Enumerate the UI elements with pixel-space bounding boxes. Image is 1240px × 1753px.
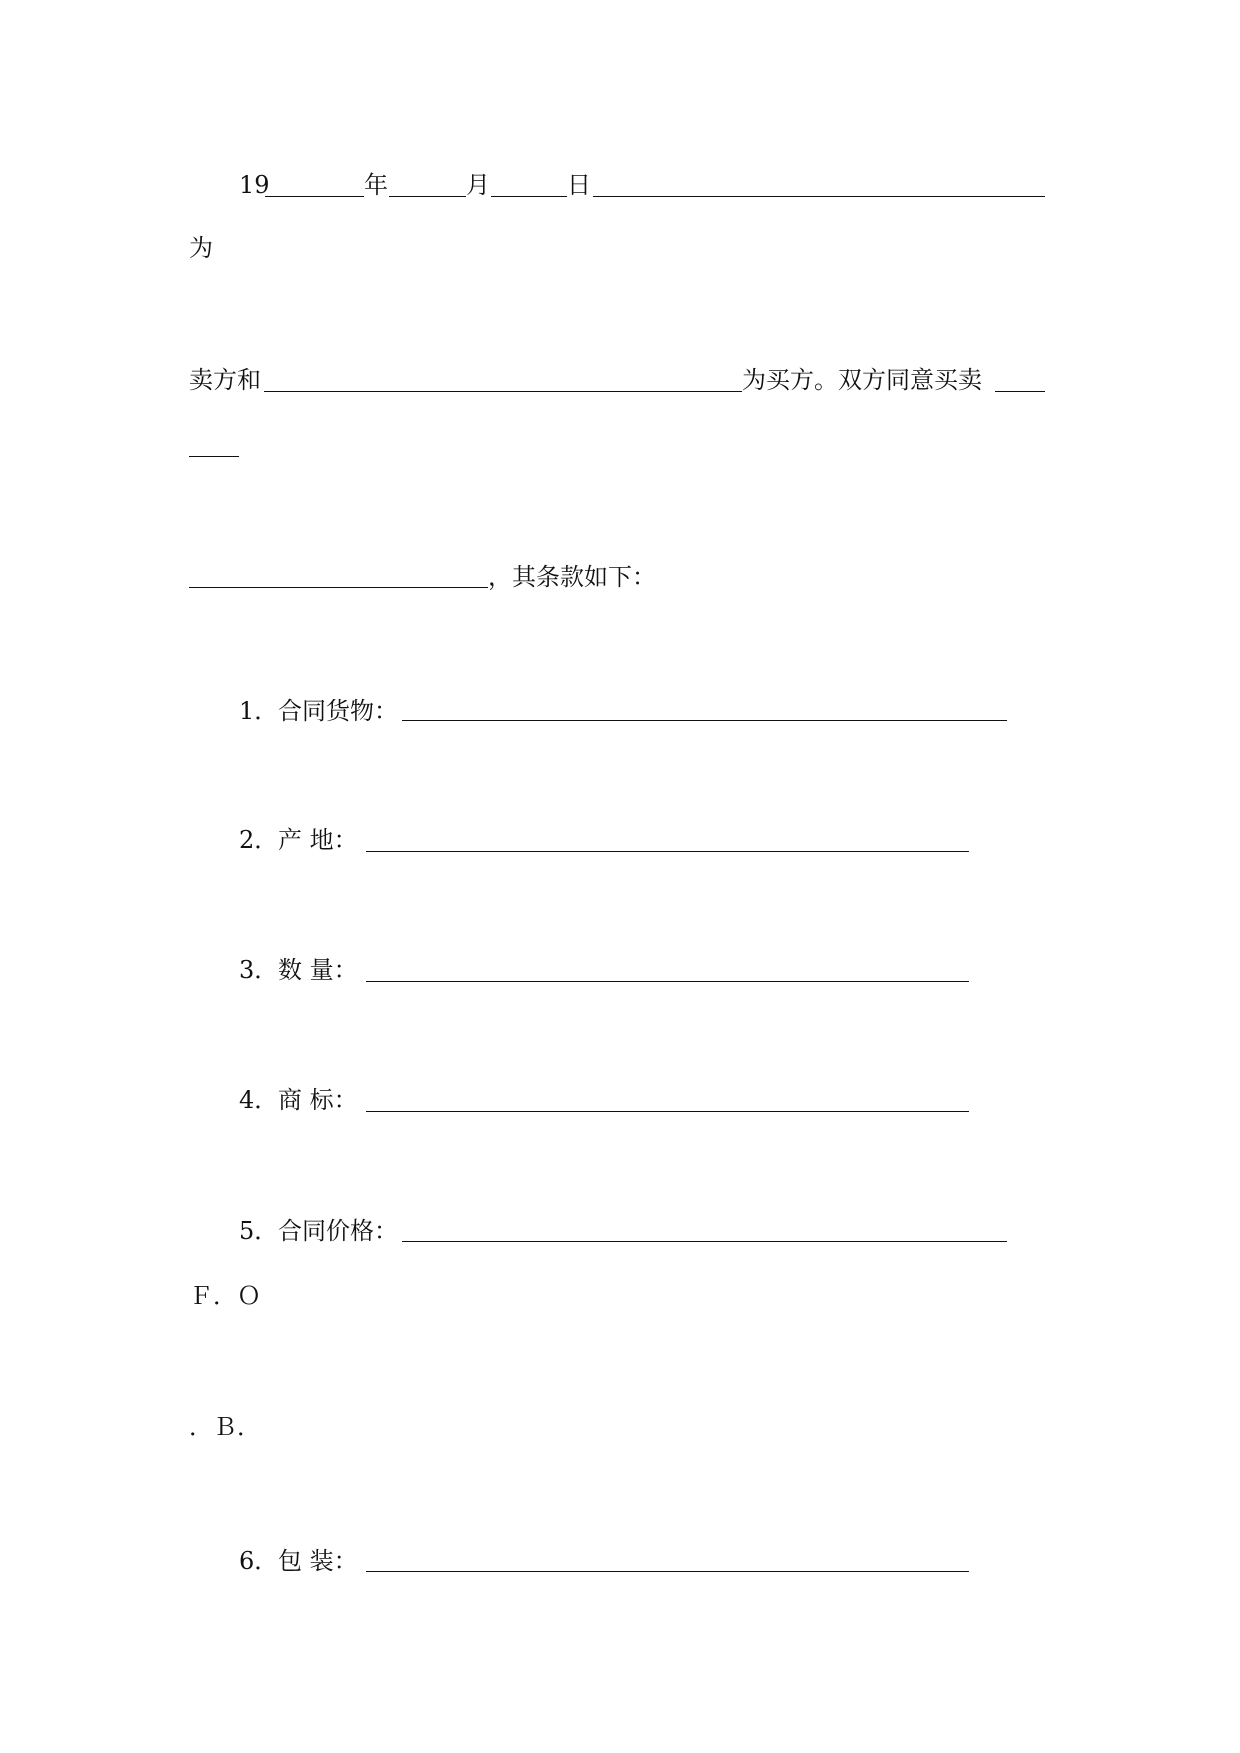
item-number: 2． [239, 826, 279, 854]
item-label: 产 地： [278, 826, 358, 854]
item-number: 6． [239, 1547, 279, 1575]
fob-part-two: ．Ｂ． [189, 1413, 261, 1441]
day-unit: 日 [567, 171, 591, 199]
month-unit: 月 [466, 171, 490, 199]
buyer-text: 为买方。双方同意买卖 [742, 366, 982, 394]
seller-and-text: 卖方和 [189, 366, 261, 394]
item-label: 商 标： [278, 1086, 358, 1114]
goods-blank-end[interactable] [995, 391, 1045, 392]
year-unit: 年 [364, 171, 388, 199]
item-number: 3． [239, 956, 279, 984]
item-label: 合同价格： [278, 1217, 398, 1245]
item-number: 5． [239, 1217, 279, 1245]
terms-intro: ，其条款如下： [488, 563, 656, 591]
item-label: 数 量： [278, 956, 358, 984]
quantity-blank[interactable] [366, 981, 969, 982]
year-prefix: 19 [239, 171, 270, 199]
item-label: 包 装： [278, 1547, 358, 1575]
buyer-name-blank[interactable] [264, 391, 742, 392]
item-number: 1． [239, 697, 279, 725]
seller-name-blank[interactable] [593, 196, 1045, 197]
trademark-blank[interactable] [366, 1111, 969, 1112]
packaging-blank[interactable] [366, 1571, 969, 1572]
day-blank[interactable] [491, 196, 567, 197]
wei-text: 为 [189, 234, 213, 262]
item-number: 4． [239, 1086, 279, 1114]
goods-description-blank[interactable] [189, 587, 488, 588]
contract-goods-blank[interactable] [402, 720, 1007, 721]
origin-blank[interactable] [366, 851, 969, 852]
item-label: 合同货物： [278, 697, 398, 725]
fob-part-one: Ｆ．Ｏ [189, 1282, 261, 1310]
year-blank[interactable] [265, 196, 364, 197]
month-blank[interactable] [389, 196, 466, 197]
goods-blank-continued[interactable] [189, 456, 239, 457]
contract-price-blank[interactable] [402, 1241, 1007, 1242]
